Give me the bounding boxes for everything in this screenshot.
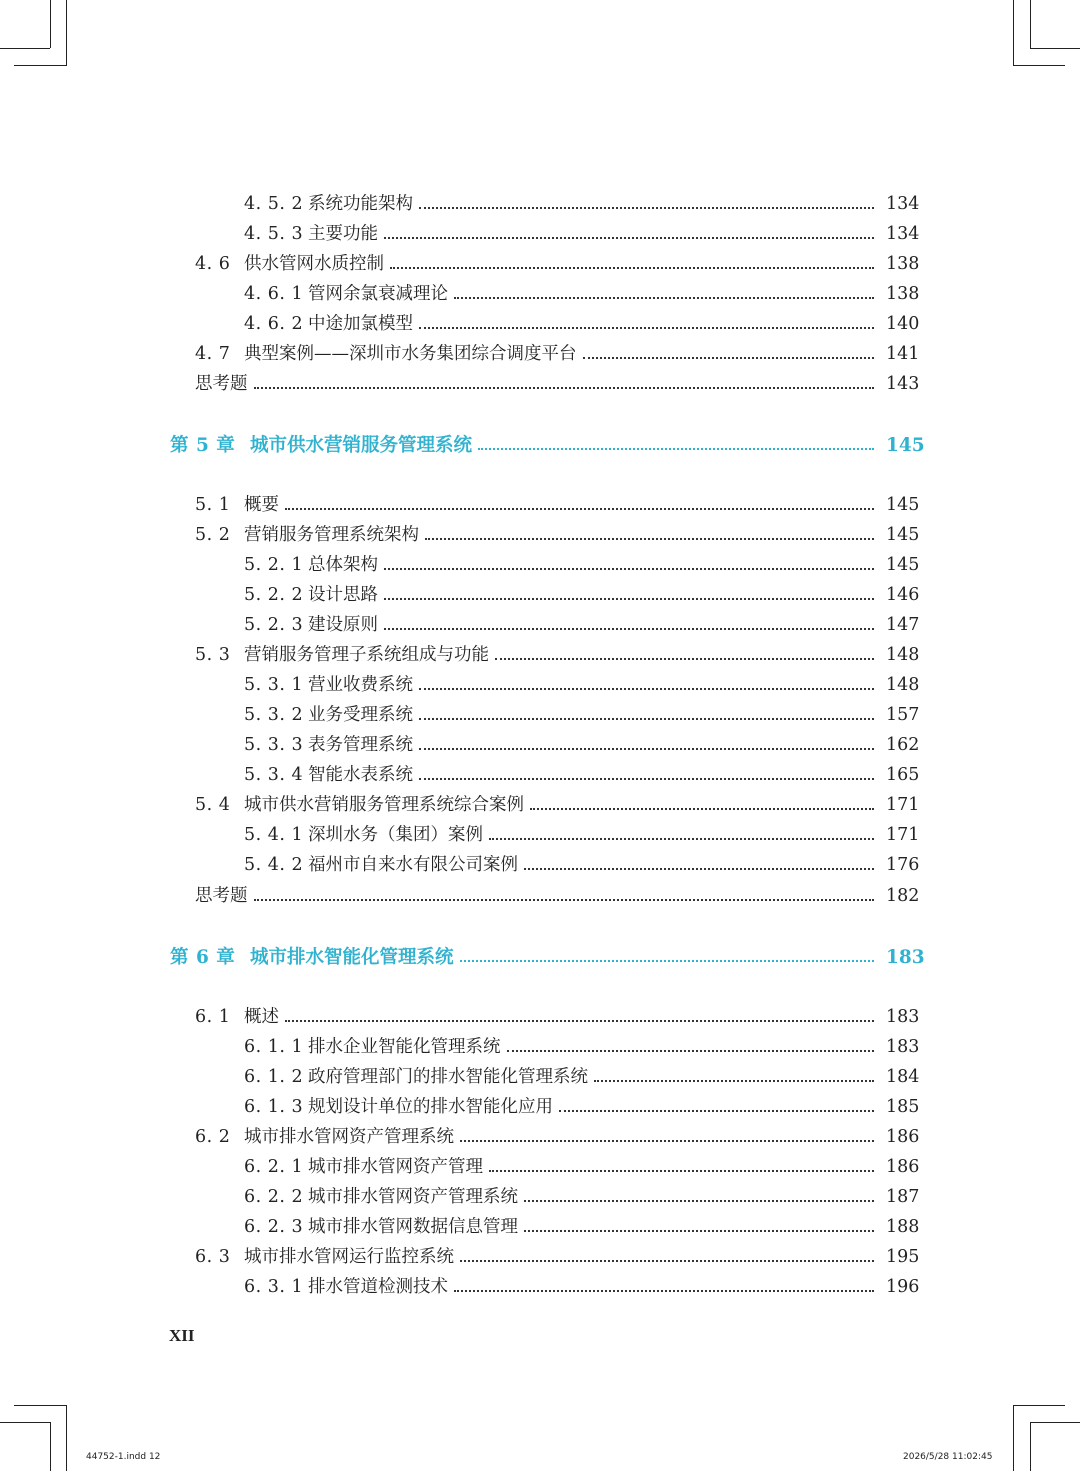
toc-entry-title: 城市排水管网运行监控系统 bbox=[244, 1247, 454, 1268]
toc-entry-page: 183 bbox=[886, 1037, 920, 1058]
toc-entry-page: 145 bbox=[886, 555, 920, 576]
toc-entry-title: 智能水表系统 bbox=[308, 765, 413, 786]
crop-mark-top-right-h2 bbox=[1013, 65, 1065, 66]
crop-mark-bottom-left-v2 bbox=[66, 1405, 67, 1471]
toc-leader-dots bbox=[583, 357, 875, 359]
toc-entry-number: 6. 1. 1 bbox=[244, 1037, 304, 1058]
toc-leader-dots bbox=[460, 1260, 874, 1262]
toc-entry-page: 196 bbox=[886, 1277, 920, 1298]
toc-leader-dots bbox=[495, 658, 874, 660]
toc-entry-page: 157 bbox=[886, 705, 920, 726]
toc-entry-number: 6. 3 bbox=[195, 1247, 231, 1268]
toc-entry-number: 5. 2. 2 bbox=[244, 585, 304, 606]
crop-mark-bottom-left-h bbox=[0, 1422, 50, 1423]
toc-entry[interactable] bbox=[0, 761, 1080, 791]
toc-entry[interactable] bbox=[0, 1093, 1080, 1123]
toc-entry-number: 5. 4 bbox=[195, 795, 231, 816]
crop-mark-top-right-v2 bbox=[1013, 0, 1014, 66]
crop-mark-bottom-right-v2 bbox=[1013, 1405, 1014, 1471]
toc-entry-number: 5. 2. 1 bbox=[244, 555, 304, 576]
toc-entry-number: 4. 7 bbox=[195, 344, 231, 365]
crop-mark-top-left-v bbox=[50, 0, 51, 48]
toc-entry-title: 城市排水智能化管理系统 bbox=[250, 946, 454, 968]
toc-entry-title: 表务管理系统 bbox=[308, 735, 413, 756]
toc-entry-number: 4. 6 bbox=[195, 254, 231, 275]
toc-leader-dots bbox=[285, 508, 874, 510]
toc-entry-number: 4. 6. 1 bbox=[244, 284, 304, 305]
toc-entry[interactable] bbox=[0, 370, 1080, 400]
toc-entry-title: 典型案例——深圳市水务集团综合调度平台 bbox=[244, 344, 577, 365]
toc-leader-dots bbox=[524, 1230, 874, 1232]
toc-entry-number: 第 5 章 bbox=[170, 434, 236, 456]
toc-entry-title: 城市排水管网资产管理系统 bbox=[308, 1187, 518, 1208]
toc-entry-number: 6. 2. 2 bbox=[244, 1187, 304, 1208]
toc-entry-title: 城市排水管网数据信息管理 bbox=[308, 1217, 518, 1238]
crop-mark-bottom-right-h2 bbox=[1013, 1405, 1065, 1406]
toc-leader-dots bbox=[507, 1050, 875, 1052]
toc-entry-number: 4. 5. 3 bbox=[244, 224, 304, 245]
toc-entry-title: 福州市自来水有限公司案例 bbox=[308, 855, 518, 876]
toc-entry-title: 供水管网水质控制 bbox=[244, 254, 384, 275]
toc-entry-title: 排水管道检测技术 bbox=[308, 1277, 448, 1298]
toc-leader-dots bbox=[419, 327, 874, 329]
toc-entry-page: 187 bbox=[886, 1187, 920, 1208]
toc-leader-dots bbox=[454, 1290, 874, 1292]
toc-entry[interactable] bbox=[0, 521, 1080, 551]
toc-entry-title: 深圳水务（集团）案例 bbox=[308, 825, 483, 846]
crop-mark-top-left-h bbox=[0, 48, 50, 49]
toc-entry-page: 145 bbox=[886, 434, 925, 456]
toc-entry-title: 思考题 bbox=[195, 886, 248, 907]
toc-leader-dots bbox=[419, 778, 874, 780]
toc-entry[interactable] bbox=[0, 491, 1080, 521]
toc-entry-page: 171 bbox=[886, 795, 920, 816]
toc-leader-dots bbox=[524, 1200, 874, 1202]
toc-entry-title: 城市排水管网资产管理 bbox=[308, 1157, 483, 1178]
toc-entry-page: 138 bbox=[886, 254, 920, 275]
toc-leader-dots bbox=[489, 1170, 874, 1172]
toc-entry-page: 143 bbox=[886, 374, 920, 395]
toc-entry[interactable] bbox=[0, 1273, 1080, 1303]
toc-entry-title: 政府管理部门的排水智能化管理系统 bbox=[308, 1067, 588, 1088]
toc-leader-dots bbox=[454, 297, 874, 299]
toc-entry-page: 134 bbox=[886, 194, 920, 215]
toc-leader-dots bbox=[419, 718, 874, 720]
toc-entry-page: 183 bbox=[886, 946, 925, 968]
toc-entry-page: 145 bbox=[886, 495, 920, 516]
toc-entry-page: 140 bbox=[886, 314, 920, 335]
toc-entry[interactable] bbox=[0, 190, 1080, 220]
crop-mark-top-right-v bbox=[1030, 0, 1031, 48]
toc-entry-number: 4. 6. 2 bbox=[244, 314, 304, 335]
toc-entry-number: 6. 1 bbox=[195, 1007, 231, 1028]
toc-entry[interactable] bbox=[0, 1123, 1080, 1153]
toc-entry-page: 165 bbox=[886, 765, 920, 786]
footer-file: 44752-1.indd 12 bbox=[86, 1452, 161, 1462]
toc-entry[interactable] bbox=[0, 551, 1080, 581]
toc-entry-number: 4. 5. 2 bbox=[244, 194, 304, 215]
toc-leader-dots bbox=[594, 1080, 874, 1082]
crop-mark-bottom-left-h2 bbox=[14, 1405, 66, 1406]
toc-leader-dots bbox=[390, 267, 874, 269]
toc-entry-title: 概要 bbox=[244, 495, 279, 516]
toc-entry-number: 5. 2. 3 bbox=[244, 615, 304, 636]
crop-mark-bottom-right-v bbox=[1030, 1422, 1031, 1471]
toc-entry-title: 排水企业智能化管理系统 bbox=[308, 1037, 501, 1058]
toc-entry-page: 184 bbox=[886, 1067, 920, 1088]
toc-entry[interactable] bbox=[0, 250, 1080, 280]
footer-timestamp: 2026/5/28 11:02:45 bbox=[903, 1452, 993, 1462]
toc-leader-dots bbox=[530, 808, 874, 810]
toc-entry-number: 5. 4. 2 bbox=[244, 855, 304, 876]
toc-leader-dots bbox=[460, 1140, 874, 1142]
toc-entry-page: 148 bbox=[886, 675, 920, 696]
toc-entry-number: 6. 2. 1 bbox=[244, 1157, 304, 1178]
toc-entry-title: 设计思路 bbox=[308, 585, 378, 606]
toc-entry[interactable] bbox=[0, 641, 1080, 671]
toc-entry-page: 145 bbox=[886, 525, 920, 546]
toc-entry-page: 182 bbox=[886, 886, 920, 907]
toc-entry[interactable] bbox=[0, 280, 1080, 310]
toc-entry-number: 6. 1. 2 bbox=[244, 1067, 304, 1088]
toc-entry-number: 第 6 章 bbox=[170, 946, 236, 968]
toc-entry-title: 营销服务管理子系统组成与功能 bbox=[244, 645, 489, 666]
toc-leader-dots bbox=[384, 568, 874, 570]
toc-leader-dots bbox=[384, 237, 874, 239]
toc-entry[interactable] bbox=[0, 1213, 1080, 1243]
toc-entry-page: 188 bbox=[886, 1217, 920, 1238]
toc-entry[interactable] bbox=[0, 1003, 1080, 1033]
page-folio: XII bbox=[169, 1326, 195, 1345]
toc-entry-title: 主要功能 bbox=[308, 224, 378, 245]
toc-entry-page: 146 bbox=[886, 585, 920, 606]
toc-leader-dots bbox=[254, 387, 875, 389]
toc-leader-dots bbox=[384, 628, 874, 630]
toc-entry[interactable] bbox=[0, 731, 1080, 761]
toc-entry-page: 147 bbox=[886, 615, 920, 636]
toc-entry-title: 思考题 bbox=[195, 374, 248, 395]
toc-entry-title: 营业收费系统 bbox=[308, 675, 413, 696]
toc-entry-page: 138 bbox=[886, 284, 920, 305]
toc-leader-dots bbox=[384, 598, 874, 600]
toc-entry-page: 134 bbox=[886, 224, 920, 245]
toc-leader-dots bbox=[419, 748, 874, 750]
toc-entry[interactable] bbox=[0, 701, 1080, 731]
toc-entry-number: 5. 3. 2 bbox=[244, 705, 304, 726]
toc-entry[interactable] bbox=[0, 611, 1080, 641]
toc-leader-dots bbox=[419, 207, 874, 209]
toc-entry[interactable] bbox=[0, 1033, 1080, 1063]
toc-entry-title: 城市排水管网资产管理系统 bbox=[244, 1127, 454, 1148]
toc-entry[interactable] bbox=[0, 1243, 1080, 1273]
toc-entry[interactable] bbox=[0, 581, 1080, 611]
toc-entry[interactable] bbox=[0, 882, 1080, 912]
toc-entry-number: 5. 3. 1 bbox=[244, 675, 304, 696]
toc-entry-page: 176 bbox=[886, 855, 920, 876]
toc-entry-title: 城市供水营销服务管理系统综合案例 bbox=[244, 795, 524, 816]
toc-entry-page: 162 bbox=[886, 735, 920, 756]
toc-leader-dots bbox=[559, 1110, 874, 1112]
toc-entry[interactable] bbox=[0, 791, 1080, 821]
toc-leader-dots bbox=[254, 899, 875, 901]
toc-entry[interactable] bbox=[0, 1063, 1080, 1093]
toc-entry-number: 6. 2 bbox=[195, 1127, 231, 1148]
crop-mark-bottom-right-h bbox=[1030, 1422, 1080, 1423]
toc-entry[interactable] bbox=[0, 821, 1080, 851]
crop-mark-bottom-left-v bbox=[50, 1422, 51, 1471]
toc-entry[interactable] bbox=[0, 1153, 1080, 1183]
toc-entry-page: 171 bbox=[886, 825, 920, 846]
toc-entry-title: 规划设计单位的排水智能化应用 bbox=[308, 1097, 553, 1118]
toc-entry-page: 186 bbox=[886, 1127, 920, 1148]
toc-entry[interactable] bbox=[0, 851, 1080, 881]
toc-entry-page: 185 bbox=[886, 1097, 920, 1118]
crop-mark-top-right-h bbox=[1030, 48, 1080, 49]
toc-entry-title: 建设原则 bbox=[308, 615, 378, 636]
toc-entry-number: 6. 3. 1 bbox=[244, 1277, 304, 1298]
toc-entry-title: 业务受理系统 bbox=[308, 705, 413, 726]
toc-entry-page: 183 bbox=[886, 1007, 920, 1028]
toc-leader-dots bbox=[489, 838, 874, 840]
toc-entry-title: 营销服务管理系统架构 bbox=[244, 525, 419, 546]
toc-entry[interactable] bbox=[0, 340, 1080, 370]
toc-chapter-entry[interactable] bbox=[0, 431, 1080, 461]
toc-leader-dots bbox=[524, 868, 874, 870]
toc-entry-page: 148 bbox=[886, 645, 920, 666]
toc-entry-number: 5. 2 bbox=[195, 525, 231, 546]
toc-entry-number: 6. 1. 3 bbox=[244, 1097, 304, 1118]
toc-leader-dots bbox=[285, 1020, 874, 1022]
toc-entry-number: 5. 3. 3 bbox=[244, 735, 304, 756]
toc-entry-page: 186 bbox=[886, 1157, 920, 1178]
toc-leader-dots bbox=[425, 538, 874, 540]
toc-entry[interactable] bbox=[0, 1183, 1080, 1213]
crop-mark-top-left-h2 bbox=[14, 65, 66, 66]
toc-entry-title: 管网余氯衰减理论 bbox=[308, 284, 448, 305]
toc-entry-title: 城市供水营销服务管理系统 bbox=[250, 434, 473, 456]
toc-entry-number: 6. 2. 3 bbox=[244, 1217, 304, 1238]
toc-entry-page: 141 bbox=[886, 344, 920, 365]
toc-entry[interactable] bbox=[0, 310, 1080, 340]
toc-entry-title: 系统功能架构 bbox=[308, 194, 413, 215]
toc-chapter-entry[interactable] bbox=[0, 943, 1080, 973]
toc-entry[interactable] bbox=[0, 220, 1080, 250]
toc-entry-number: 5. 3 bbox=[195, 645, 231, 666]
toc-entry-title: 概述 bbox=[244, 1007, 279, 1028]
toc-leader-dots bbox=[460, 960, 874, 962]
toc-leader-dots bbox=[478, 448, 874, 450]
crop-mark-top-left-v2 bbox=[66, 0, 67, 66]
toc-entry-number: 5. 1 bbox=[195, 495, 231, 516]
toc-entry-number: 5. 4. 1 bbox=[244, 825, 304, 846]
toc-entry-title: 中途加氯模型 bbox=[308, 314, 413, 335]
toc-entry-number: 5. 3. 4 bbox=[244, 765, 304, 786]
toc-entry-page: 195 bbox=[886, 1247, 920, 1268]
toc-entry-title: 总体架构 bbox=[308, 555, 378, 576]
toc-leader-dots bbox=[419, 688, 874, 690]
toc-entry[interactable] bbox=[0, 671, 1080, 701]
